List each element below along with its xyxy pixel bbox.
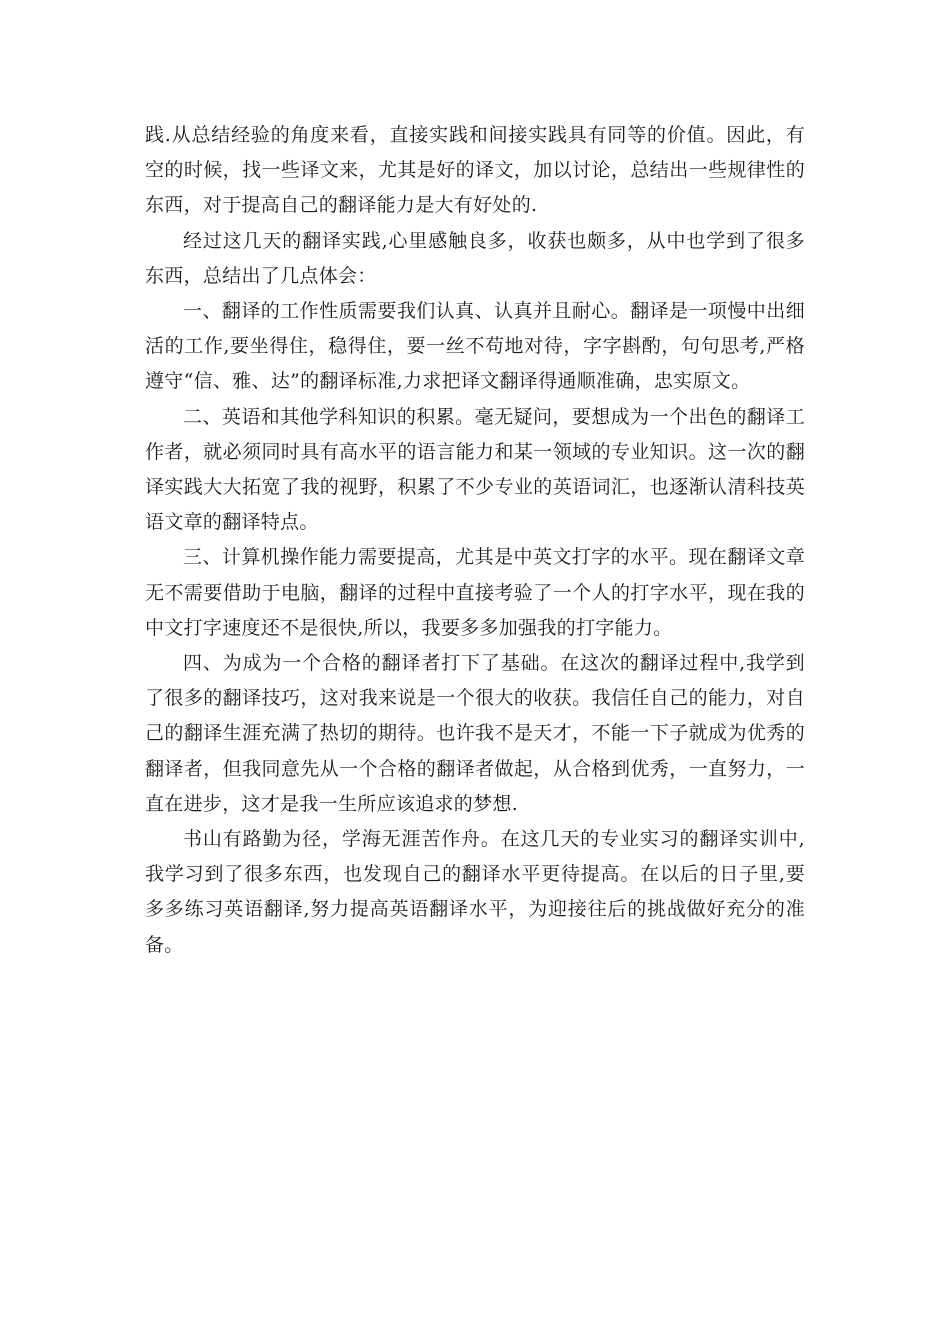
paragraph-point-three: 三、计算机操作能力需要提高，尤其是中英文打字的水平。现在翻译文章无不需要借助于电脑，翻译的过程中直接考验了一个人的打字水平，现在我的中文打字速度还不是很快,所以，我要多多加强我的打字能力。 <box>145 546 805 639</box>
paragraph-continuation: 践.从总结经验的角度来看，直接实践和间接实践具有同等的价值。因此，有空的时候，找一些译文来，尤其是好的译文，加以讨论，总结出一些规律性的东西，对于提高自己的翻译能力是大有好处的. <box>145 124 805 217</box>
paragraph-point-two: 二、英语和其他学科知识的积累。毫无疑问，要想成为一个出色的翻译工作者，就必须同时具有高水平的语言能力和某一领域的专业知识。这一次的翻译实践大大拓宽了我的视野，积累了不少专业的英语词汇，也逐渐认清科技英语文章的翻译特点。 <box>145 405 805 534</box>
document-body <box>145 118 805 963</box>
paragraph-point-four: 四、为成为一个合格的翻译者打下了基础。在这次的翻译过程中,我学到了很多的翻译技巧，这对我来说是一个很大的收获。我信任自己的能力，对自己的翻译生涯充满了热切的期待。也许我不是天才，不能一下子就成为优秀的翻译者，但我同意先从一个合格的翻译者做起，从合格到优秀，一直努力，一直在进步，这才是我一生所应该追求的梦想. <box>145 652 805 815</box>
paragraph-point-one: 一、翻译的工作性质需要我们认真、认真并且耐心。翻译是一项慢中出细活的工作,要坐得住，稳得住，要一丝不苟地对待，字字斟酌，句句思考,严格遵守“信、雅、达”的翻译标准,力求把译文翻译得通顺准确，忠实原文。 <box>145 300 805 393</box>
paragraph-conclusion: 书山有路勤为径，学海无涯苦作舟。在这几天的专业实习的翻译实训中,我学习到了很多东西，也发现自己的翻译水平更待提高。在以后的日子里,要多多练习英语翻译,努力提高英语翻译水平，为迎接往后的挑战做好充分的准备。 <box>145 828 805 956</box>
paragraph-reflection-intro: 经过这几天的翻译实践,心里感触良多，收获也颇多，从中也学到了很多东西，总结出了几点体会： <box>145 229 805 287</box>
